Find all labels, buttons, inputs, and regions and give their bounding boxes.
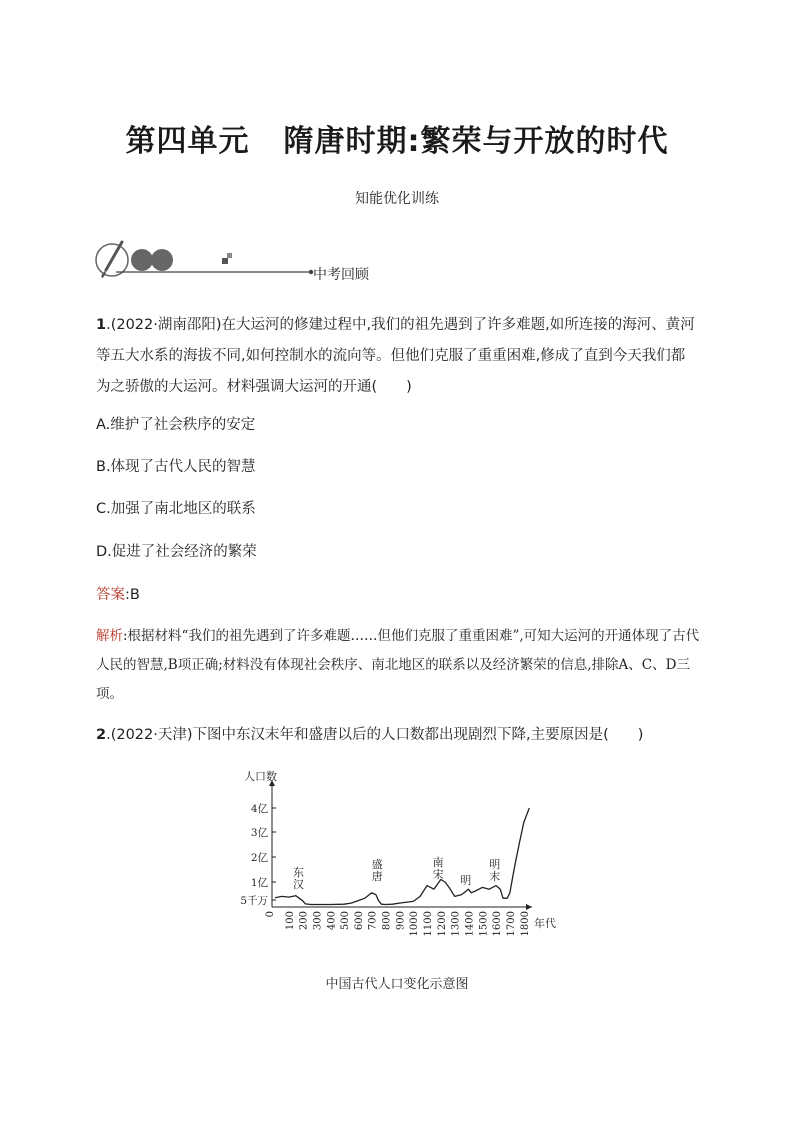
annotation-4: 明 bbox=[489, 858, 501, 871]
x-tick-label: 1300 bbox=[450, 911, 462, 937]
section-title: 中考回顾 bbox=[313, 267, 369, 283]
page-subtitle: 知能优化训练 bbox=[355, 191, 439, 207]
y-tick-label: 1亿 bbox=[250, 877, 268, 889]
x-tick-label: 800 bbox=[381, 911, 393, 931]
x-tick-label: 300 bbox=[312, 911, 324, 931]
x-tick-label: 1400 bbox=[464, 911, 476, 937]
x-tick-label: 1100 bbox=[423, 911, 435, 937]
y-tick-label: 4亿 bbox=[250, 803, 268, 815]
x-axis-arrow bbox=[526, 904, 532, 910]
explanation: 解析:根据材料“我们的祖先遇到了许多难题……但他们克服了重重困难”,可知大运河的开通体现了古代人民的智慧,B项正确;材料没有体现社会秩序、南北地区的联系以及经济繁荣的信息,排除A、C、D三项。 bbox=[96, 628, 700, 702]
option-c: C.加强了南北地区的联系 bbox=[96, 501, 256, 517]
chart-caption: 中国古代人口变化示意图 bbox=[325, 977, 469, 992]
x-tick-label: 0 bbox=[265, 911, 276, 918]
annotation-2: 南 bbox=[432, 856, 444, 869]
x-tick-label: 1200 bbox=[436, 911, 448, 937]
x-tick-label: 500 bbox=[340, 911, 352, 931]
x-tick-label: 100 bbox=[284, 911, 296, 931]
annotation-2: 宋 bbox=[432, 868, 444, 881]
y-tick-label: 5千万 bbox=[240, 895, 268, 907]
x-tick-label: 700 bbox=[367, 911, 379, 931]
x-tick-label: 600 bbox=[353, 911, 365, 931]
x-tick-label: 1800 bbox=[519, 911, 531, 937]
x-tick-label: 1600 bbox=[492, 911, 504, 937]
question-2-text: 2.(2022·天津)下图中东汉末年和盛唐以后的人口数都出现剧烈下降,主要原因是( ) bbox=[96, 727, 644, 743]
y-axis-label: 人口数 bbox=[244, 770, 277, 783]
y-tick-label: 3亿 bbox=[250, 827, 268, 839]
answer: 答案:B bbox=[96, 587, 140, 603]
option-d: D.促进了社会经济的繁荣 bbox=[96, 544, 257, 560]
x-tick-label: 1700 bbox=[505, 911, 517, 937]
annotation-1: 盛 bbox=[371, 858, 383, 871]
x-tick-label: 1500 bbox=[478, 911, 490, 937]
x-tick-label: 1000 bbox=[409, 911, 421, 937]
x-tick-label: 400 bbox=[326, 911, 338, 931]
annotation-0: 东 bbox=[292, 866, 304, 879]
x-tick-label: 200 bbox=[298, 911, 310, 931]
annotation-4: 末 bbox=[489, 870, 501, 883]
population-line bbox=[275, 808, 529, 905]
x-tick-label: 900 bbox=[395, 911, 407, 931]
option-a: A.维护了社会秩序的安定 bbox=[96, 417, 256, 433]
annotation-3: 明 bbox=[460, 874, 472, 887]
x-axis-label: 年代 bbox=[534, 917, 556, 930]
annotation-1: 唐 bbox=[371, 870, 383, 883]
page-title: 第四单元 隋唐时期:繁荣与开放的时代 bbox=[125, 124, 669, 159]
dot-2 bbox=[151, 249, 173, 271]
dot-1 bbox=[131, 249, 153, 271]
population-chart bbox=[226, 764, 576, 944]
option-b: B.体现了古代人民的智慧 bbox=[96, 459, 256, 475]
y-tick-label: 2亿 bbox=[250, 852, 268, 864]
annotation-0: 汉 bbox=[292, 878, 304, 891]
question-1-text: 1.(2022·湖南邵阳)在大运河的修建过程中,我们的祖先遇到了许多难题,如所连接的海河、黄河等五大水系的海拔不同,如何控制水的流向等。但他们克服了重重困难,修成了直到今天我们都为之骄傲的大运河。材料强调大运河的开通( ) bbox=[96, 317, 695, 395]
